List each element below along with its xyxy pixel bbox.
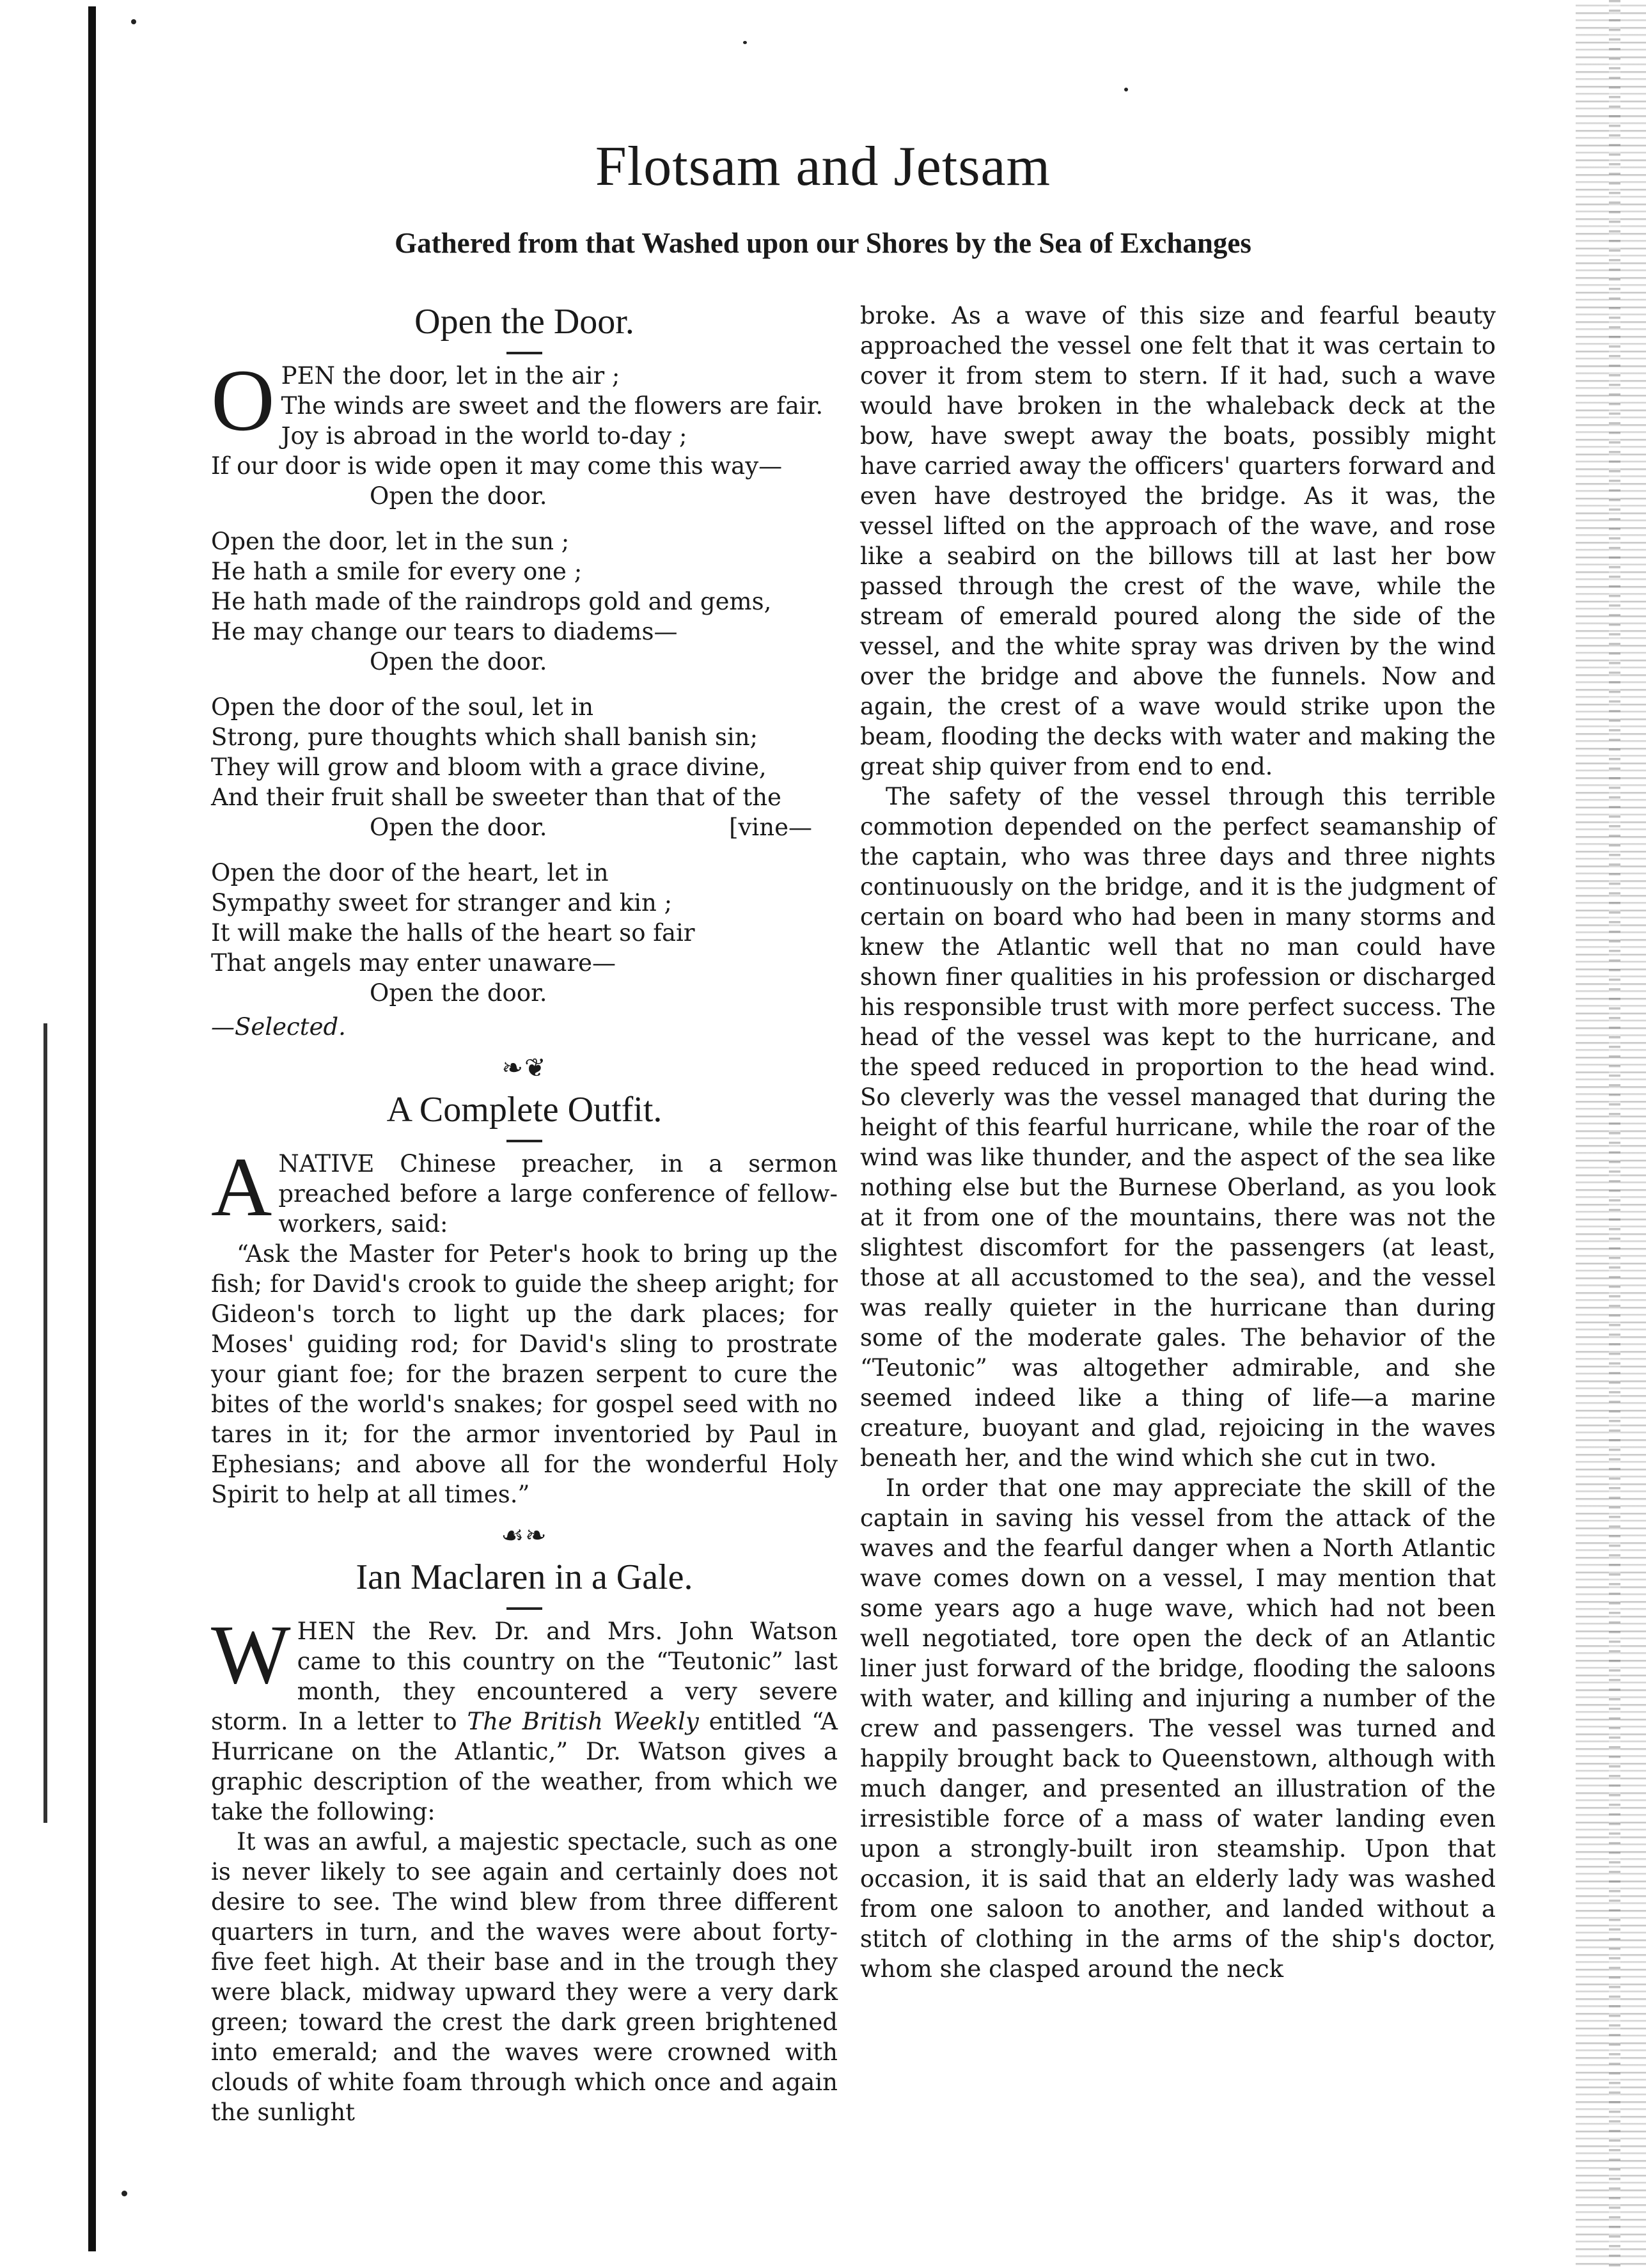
poem-stanza <box>211 858 838 1008</box>
poem-line: The winds are sweet and the flowers are fair. <box>281 392 824 420</box>
ink-speck <box>121 2191 127 2196</box>
title-dash <box>506 1607 542 1610</box>
page-title: Flotsam and Jetsam <box>595 136 1051 198</box>
poem-line: That angels may enter unaware— <box>211 949 616 977</box>
poem-line: He may change our tears to diadems— <box>211 618 678 645</box>
poem-line: Open the door of the heart, let in <box>211 859 609 886</box>
binding-edge <box>88 6 96 2251</box>
ornament-divider: ☙❧ <box>501 1521 548 1550</box>
poem-line: PEN the door, let in the air ; <box>281 362 620 390</box>
article-intro <box>211 1140 838 1239</box>
article-intro-text: entitled “A Hurricane on the Atlantic,” Dr. Watson gives a graphic description of the weather, from which we take the following: <box>211 1708 838 1825</box>
poem-line: It will make the halls of the heart so fair <box>211 919 695 947</box>
ink-speck <box>1124 88 1128 91</box>
article-intro-text: HEN the Rev. Dr. and Mrs. John Watson came to this country on the “Teutonic” last month, they encountered a very severe storm. In a letter to <box>211 1618 838 1735</box>
page-subtitle: Gathered from that Washed upon our Shores by the Sea of Exchanges <box>395 227 1251 259</box>
title-dash <box>506 352 542 354</box>
title-dash <box>506 1140 542 1142</box>
drop-cap: A <box>211 1140 272 1234</box>
article-intro <box>211 1607 838 1827</box>
left-column <box>211 301 838 2127</box>
scan-edge-noise-2 <box>1609 0 1620 2268</box>
right-column <box>860 301 1496 1984</box>
publication-name: The British Weekly <box>467 1708 699 1735</box>
poem-line: Joy is abroad in the world to-day ; <box>281 422 687 450</box>
body-paragraph: The safety of the vessel through this terrible commotion depended on the perfect seamanship of the captain, who was three days and three nights continuously on the bridge, and it is the judgment of certain on board who had been in many storms and knew the Atlantic well that no man could have shown finer qualities in his profession or discharged his responsible trust with more perfect success. The head of the vessel was kept to the hurricane, and the speed reduced in proportion to the head wind. So cleverly was the vessel managed that during the height of this fearful hurricane, while the roar of the wind was like thunder, and the aspect of the sea like nothing else but the Burnese Oberland, as you look at it from one of the mountains, there was not the slightest discomfort for the passengers (at least, those at all accustomed to the sea), and the vessel was really quieter in the hurricane than during some of the moderate gales. The behavior of the “Teutonic” was altogether admirable, and she seemed indeed like a thing of life—a marine creature, buoyant and glad, rejoicing in the waves beneath her, and the wind which she cut in two. <box>860 783 1496 1472</box>
poem-line: If our door is wide open it may come this way— <box>211 452 783 480</box>
poem-line-turnover: [vine— <box>729 814 812 841</box>
drop-cap: O <box>211 351 275 449</box>
poem-line: And their fruit shall be sweeter than that of the <box>211 784 781 811</box>
poem-refrain: Open the door. <box>370 814 547 841</box>
poem-line: Open the door, let in the sun ; <box>211 528 570 555</box>
body-paragraph-continued: broke. As a wave of this size and fearful beauty approached the vessel one felt that it was certain to cover it from stem to stern. If it had, such a wave would have broken in the whaleback deck at the bow, have swept away the boats, possibly might have carried away the officers' quarters forward and even have destroyed the bridge. As it was, the vessel lifted on the approach of the wave, and rose like a seabird on the billows till at last her bow passed through the crest of the wave, while the stream of emerald poured along the side of the vessel, and the white spray was driven by the wind over the bridge and above the funnels. Now and again, the crest of a wave would strike upon the beam, flooding the decks with water and making the great ship quiver from end to end. <box>860 302 1496 780</box>
poem-line: Sympathy sweet for stranger and kin ; <box>211 889 673 917</box>
signature: —Selected. <box>211 1013 346 1041</box>
article-intro-text: NATIVE Chinese preacher, in a sermon preached before a large conference of fellow-workers, said: <box>278 1150 838 1238</box>
poem-line: Open the door of the soul, let in <box>211 693 594 721</box>
binding-shadow <box>43 1023 47 1823</box>
poem-line: Strong, pure thoughts which shall banish sin; <box>211 723 758 751</box>
poem-stanza <box>211 692 838 842</box>
poem-line: He hath a smile for every one ; <box>211 558 583 585</box>
poem-refrain-row <box>211 812 838 842</box>
article-quote: “Ask the Master for Peter's hook to bring up the fish; for David's crook to guide the sheep aright; for Gideon's torch to light up the dark places; for Moses' guiding rod; for David's sling to prostrate your giant foe; for the brazen serpent to cure the bites of the world's snakes; for gospel seed with no tares in it; for the armor inventoried by Paul in Ephesians; and above all for the wonderful Holy Spirit to help at all times.” <box>211 1240 838 1508</box>
article-title-open-the-door: Open the Door. <box>414 302 634 342</box>
ink-speck <box>131 19 136 24</box>
poem-line: They will grow and bloom with a grace divine, <box>211 753 767 781</box>
body-paragraph: It was an awful, a majestic spectacle, such as one is never likely to see again and certainly does not desire to see. The wind blew from three different quarters in turn, and the waves were about forty-five feet high. At their base and in the trough they were black, midway upward they were a very dark green; toward the crest the dark green brightened into emerald; and the waves were crowned with clouds of white foam through which once and again the sunlight <box>211 1828 838 2126</box>
drop-cap: W <box>211 1607 291 1701</box>
poem-stanza <box>211 351 838 511</box>
poem-refrain: Open the door. <box>370 648 547 675</box>
article-title-maclaren: Ian Maclaren in a Gale. <box>356 1557 693 1597</box>
poem-refrain: Open the door. <box>370 482 547 510</box>
poem-refrain: Open the door. <box>370 979 547 1007</box>
poem-stanza <box>211 526 838 677</box>
poem <box>211 351 838 1008</box>
ornament-divider: ❧❦ <box>501 1053 547 1083</box>
poem-line: He hath made of the raindrops gold and gems, <box>211 588 772 615</box>
article-title-complete-outfit: A Complete Outfit. <box>386 1090 662 1130</box>
ink-speck <box>743 41 747 44</box>
body-paragraph: In order that one may appreciate the skill of the captain in saving his vessel from the attack of the waves and the fearful danger when a North Atlantic wave comes down on a vessel, I may mention that some years ago a huge wave, which had not been well negotiated, tore open the deck of an Atlantic liner just forward of the bridge, flooding the saloons with water, and killing and injuring a number of the crew and passengers. The vessel was turned and happily brought back to Queenstown, although with much danger, and presented an illustration of the irresistible force of a mass of water landing even upon a strongly-built iron steamship. Upon that occasion, it is said that an elderly lady was washed from one saloon to another, and landed without a stitch of clothing in the arms of the ship's doctor, whom she clasped around the neck <box>860 1474 1496 1983</box>
